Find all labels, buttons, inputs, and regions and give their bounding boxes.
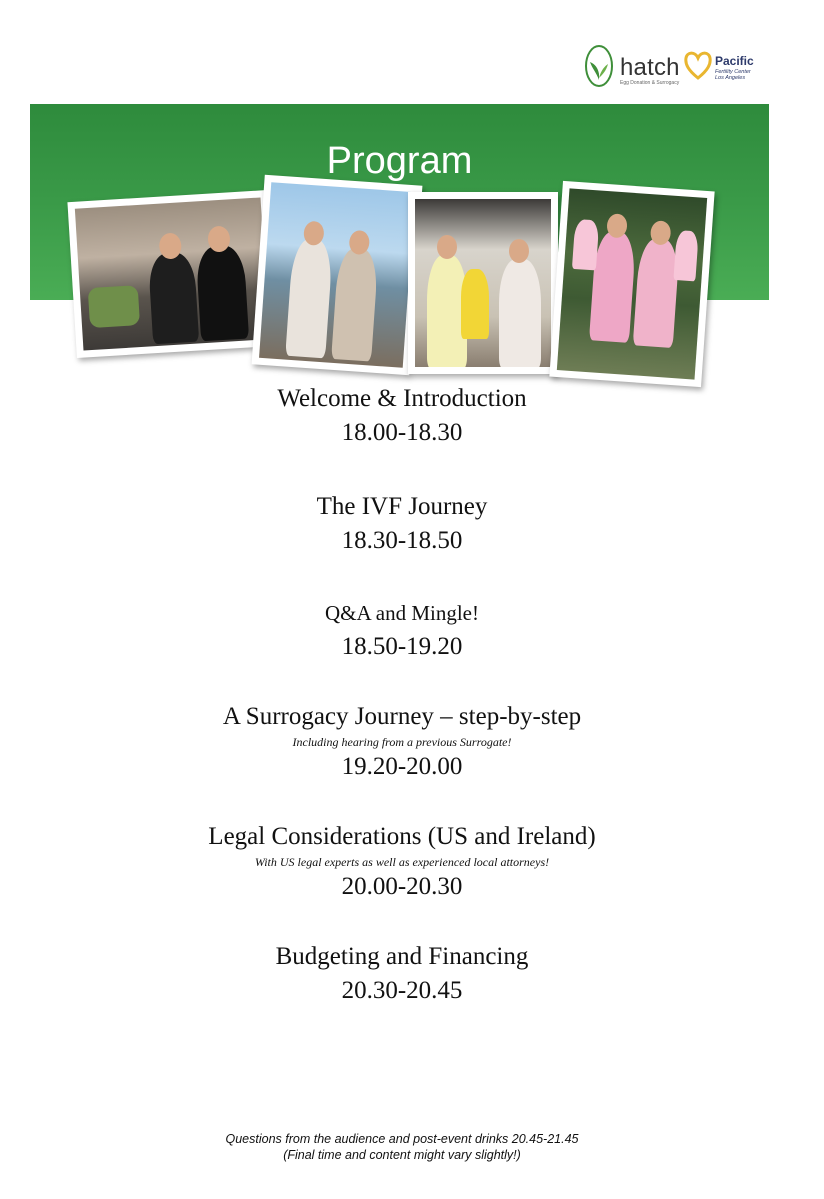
schedule-item-legal	[0, 820, 804, 904]
footer-line-2: (Final time and content might vary slightly!)	[283, 1148, 521, 1162]
hatch-leaf-logo-icon	[584, 44, 614, 88]
schedule-item-title: Budgeting and Financing	[275, 943, 529, 970]
schedule-item-surrogacy	[0, 700, 804, 784]
schedule-item-title: Legal Considerations (US and Ireland)	[208, 823, 596, 850]
schedule-item-time: 20.30-20.45	[341, 977, 463, 1004]
banner-title: Program	[326, 140, 473, 182]
schedule-item-qa	[0, 596, 804, 664]
footer-line-1: Questions from the audience and post-event drinks 20.45-21.45	[225, 1132, 579, 1146]
pacific-logo-subtitle: Fertility Center Los Angeles	[715, 69, 751, 81]
schedule-item-ivf	[0, 490, 804, 558]
pacific-heart-logo-icon	[684, 50, 712, 80]
family-photo-3	[408, 192, 558, 374]
program-schedule	[0, 382, 804, 1008]
schedule-item-time: 19.20-20.00	[341, 753, 463, 780]
schedule-item-time: 20.00-20.30	[341, 873, 463, 900]
logo-area	[584, 44, 784, 94]
pacific-logo-text: Pacific	[715, 54, 754, 68]
schedule-item-welcome	[0, 382, 804, 450]
family-photo-4	[549, 181, 714, 387]
hatch-logo-text: hatch	[620, 54, 680, 81]
family-photo-1	[67, 190, 276, 358]
schedule-item-title: A Surrogacy Journey – step-by-step	[222, 703, 582, 730]
hatch-logo-tagline: Egg Donation & Surrogacy	[620, 80, 680, 86]
schedule-item-time: 18.00-18.30	[341, 419, 463, 446]
family-photo-2	[252, 175, 423, 376]
schedule-item-title: Welcome & Introduction	[277, 385, 527, 412]
schedule-item-title: Q&A and Mingle!	[325, 601, 479, 625]
schedule-item-time: 18.50-19.20	[341, 633, 463, 660]
schedule-item-note: With US legal experts as well as experienced local attorneys!	[254, 855, 550, 869]
schedule-item-title: The IVF Journey	[316, 493, 488, 520]
footer-note	[0, 1131, 804, 1163]
schedule-item-budgeting	[0, 940, 804, 1008]
schedule-item-time: 18.30-18.50	[341, 527, 463, 554]
schedule-item-note: Including hearing from a previous Surrogate!	[292, 735, 512, 749]
